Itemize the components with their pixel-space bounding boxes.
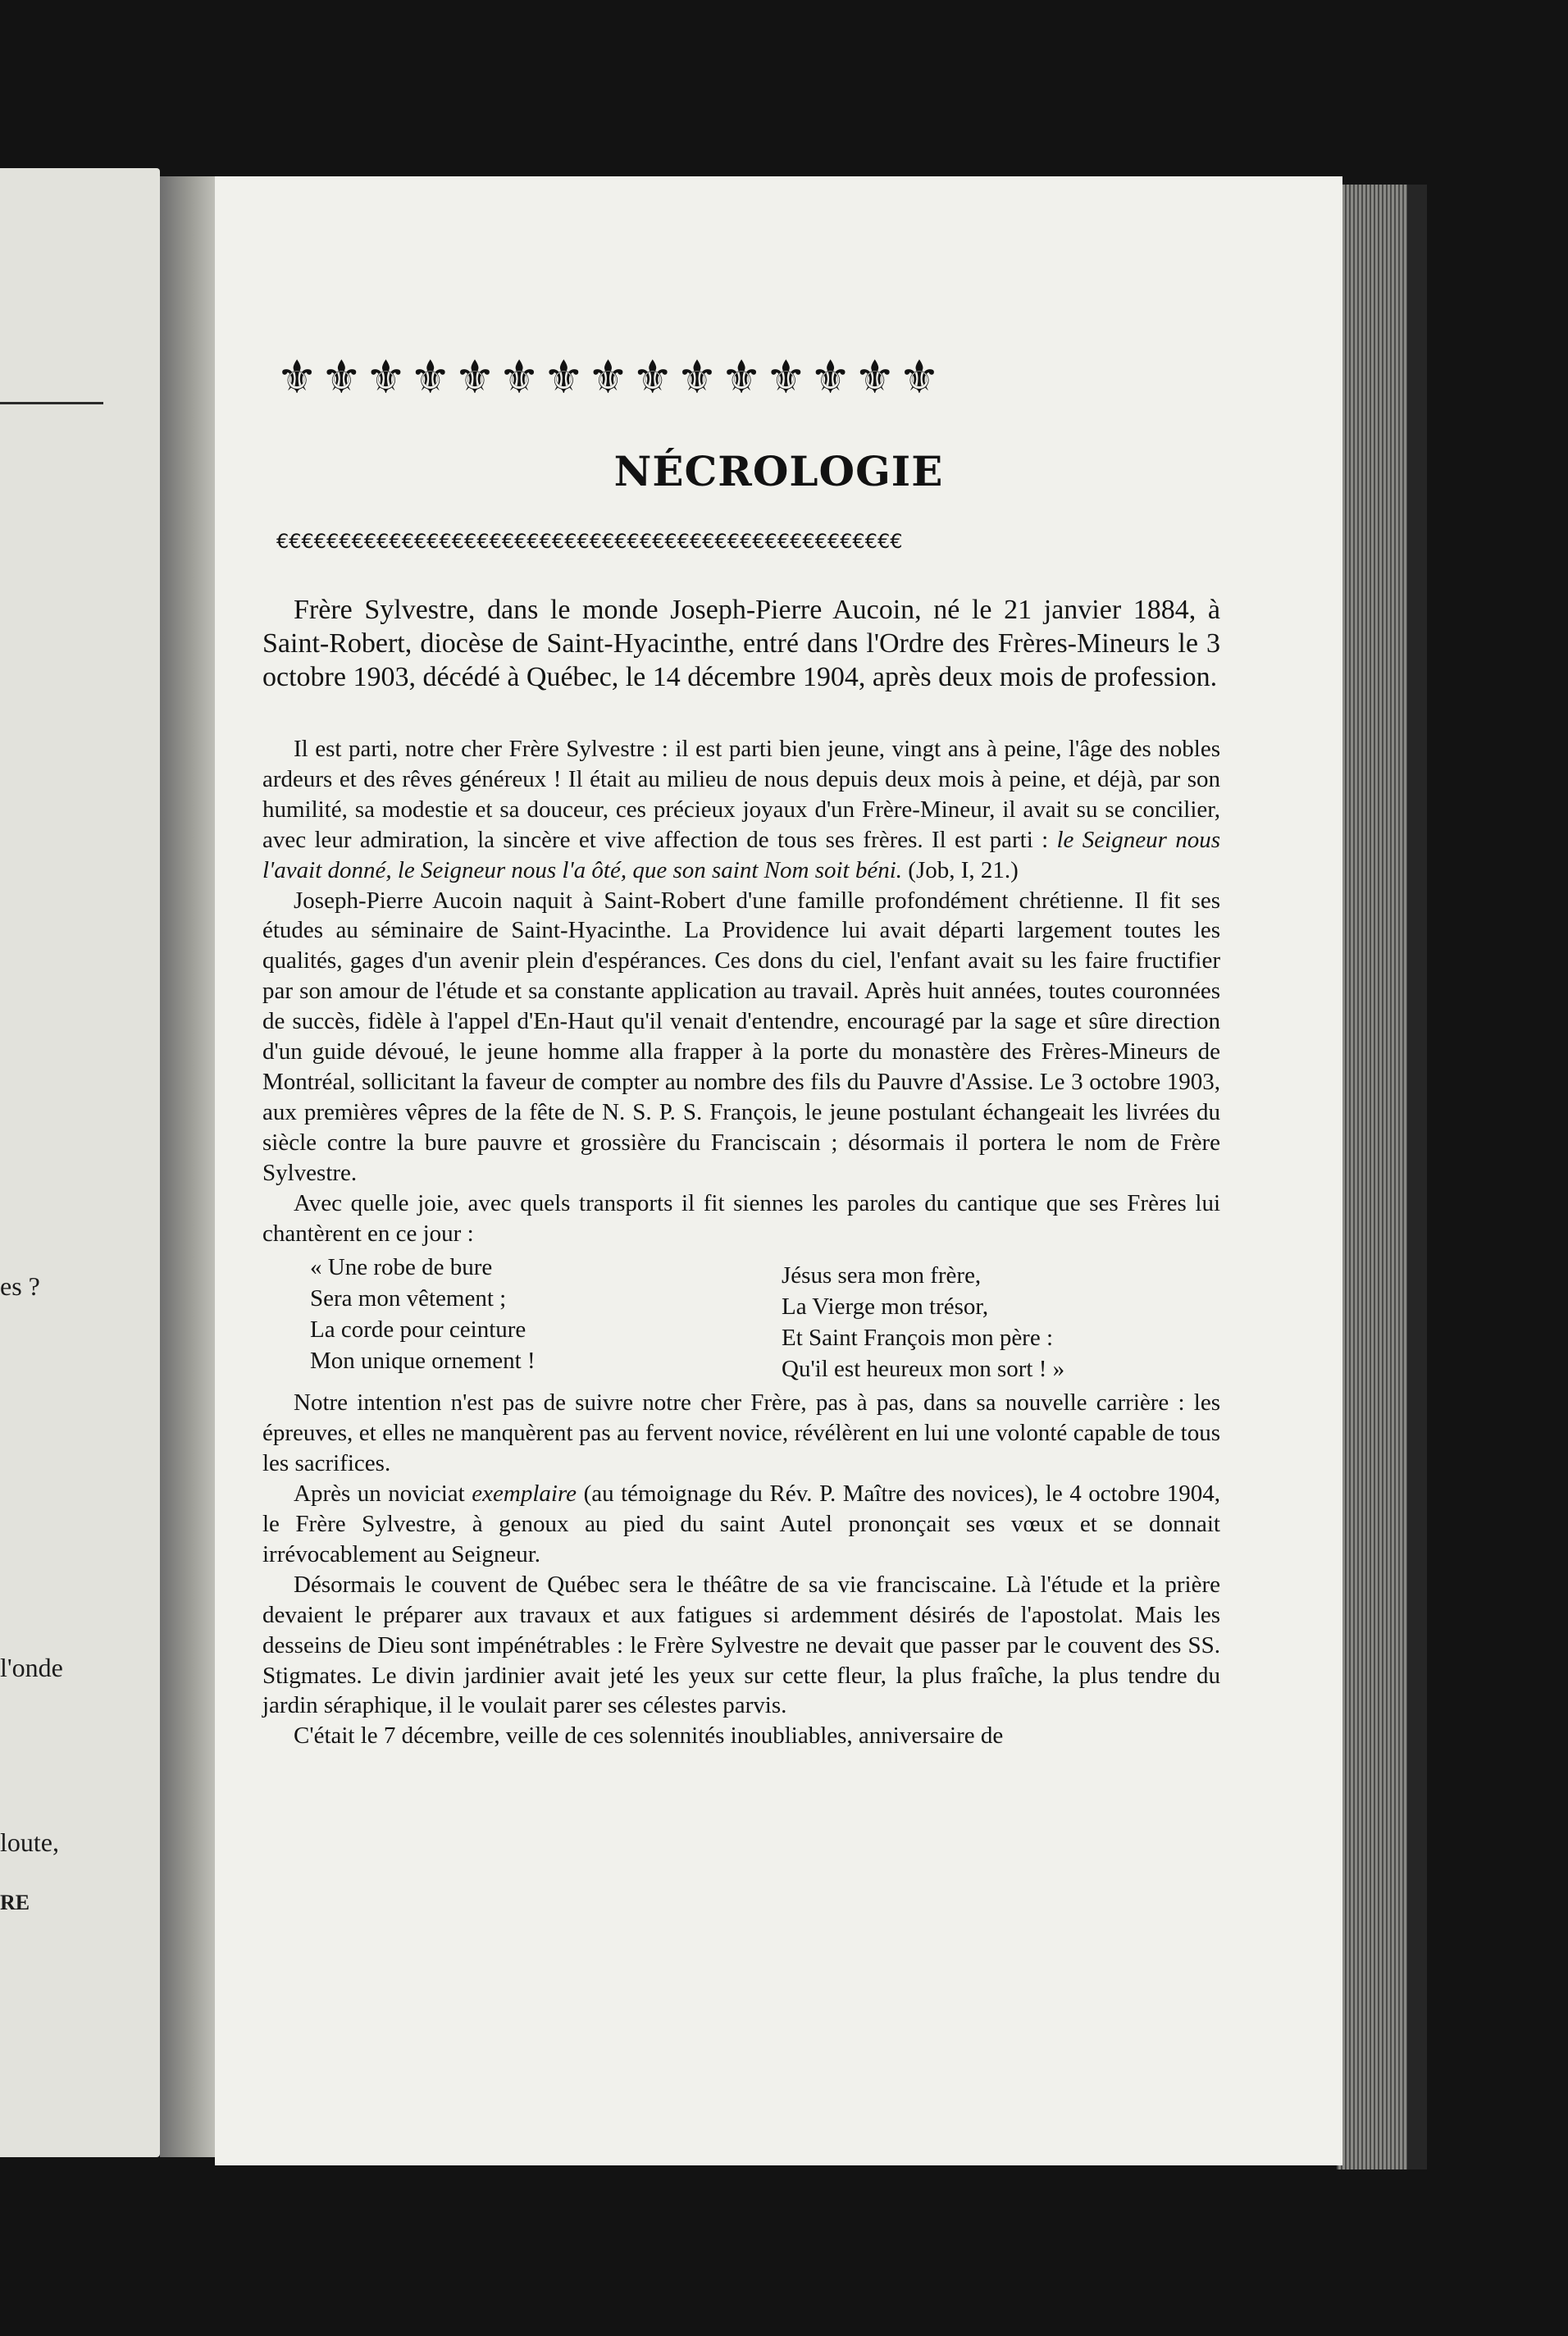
- verse-line: La Vierge mon trésor,: [782, 1293, 989, 1321]
- facing-page: [0, 168, 160, 2157]
- paragraph-depart: Il est parti, notre cher Frère Sylvestre : il est parti bien jeune, vingt ans à peine, l'âge des nobles ardeurs et des rêves généreux ! Il était au milieu de nous depuis deux mois à peine, et déjà, par son humilité, sa modestie et sa douceur, ces précieux joyaux d'un Frère-Mineur, il avait su se concilier, avec leur admiration, la sincère et vive affection de tous ses frères. Il est parti : le Seigneur nous l'avait donné, le Seigneur nous l'a ôté, que son saint Nom soit béni. (Job, I, 21.): [262, 736, 1220, 883]
- hymn-verse: [262, 1252, 1220, 1385]
- main-page: [215, 176, 1342, 2165]
- article-body: [262, 734, 1220, 1751]
- verse-line: Mon unique ornement !: [310, 1348, 536, 1375]
- verse-line: Jésus sera mon frère,: [782, 1262, 982, 1289]
- page-title: NÉCROLOGIE: [613, 447, 944, 495]
- verse-line: « Une robe de bure: [310, 1254, 493, 1281]
- scripture-quote: le Seigneur nous l'avait donné, le Seigneur nous l'a ôté, que son saint Nom soit béni.: [262, 826, 1220, 883]
- paragraph-novitiate: Après un noviciat exemplaire (au témoignage du Rév. P. Maître des novices), le 4 octobre 1904, le Frère Sylvestre, à genoux au pied du saint Autel prononçait ses vœux et se donnait irrévocablement au Seigneur.: [262, 1481, 1221, 1567]
- verse-line: Sera mon vêtement ;: [310, 1285, 507, 1312]
- facing-page-fragment: es ?: [0, 1271, 40, 1301]
- fleur-de-lis-ornament-band: ⚜⚜⚜⚜⚜⚜⚜⚜⚜⚜⚜⚜⚜⚜⚜: [276, 353, 944, 404]
- paragraph-trials: Notre intention n'est pas de suivre notre cher Frère, pas à pas, dans sa nouvelle carrière : les épreuves, et elles ne manquèrent pas au fervent novice, révélèrent en lui une volonté capable de tous les sacrifices.: [262, 1389, 1220, 1477]
- book-page-edges: [1337, 185, 1427, 2169]
- paragraph-hymn-intro: Avec quelle joie, avec quels transports il fit siennes les paroles du cantique que ses Frères lui chantèrent en ce jour :: [262, 1189, 1220, 1247]
- paragraph-biography: Joseph-Pierre Aucoin naquit à Saint-Robert d'une famille profondément chrétienne. Il fit ses études au séminaire de Saint-Hyacinthe. La Providence lui avait départi largement toutes les qualités, gages d'un avenir plein d'espérances. Ces dons du ciel, l'enfant avait su les faire fructifier par son amour de l'étude et sa constante application au travail. Après huit années, toutes couronnées de succès, fidèle à l'appel d'En-Haut qu'il venait d'entendre, encouragé par la sage et sûre direction d'un guide dévoué, le jeune homme alla frapper à la porte du monastère des Frères-Mineurs de Montréal, sollicitant la faveur de compter au nombre des fils du Pauvre d'Assise. Le 3 octobre 1903, aux premières vêpres de la fête de N. S. P. S. François, le jeune postulant échangeait les livrées du siècle contre la bure pauvre et grossière du Franciscain ; désormais il portera le nom de Frère Sylvestre.: [262, 887, 1220, 1186]
- facing-page-fragment: l'onde: [0, 1653, 63, 1682]
- facing-page-rule: [0, 402, 103, 404]
- scripture-reference: (Job, I, 21.): [908, 856, 1019, 883]
- verse-line: Qu'il est heureux mon sort ! »: [782, 1356, 1065, 1383]
- facing-page-fragment: RE: [0, 1891, 30, 1914]
- paragraph-quebec: Désormais le couvent de Québec sera le théâtre de sa vie franciscaine. Là l'étude et la prière devaient le préparer aux travaux et aux fatigues si ardemment désirés de l'apostolat. Mais les desseins de Dieu sont impénétrables : le Frère Sylvestre ne devait que passer par le couvent des SS. Stigmates. Le divin jardinier avait jeté les yeux sur cette fleur, la plus fraîche, la plus tendre du jardin séraphique, il le voulait parer ses célestes parvis.: [262, 1571, 1220, 1719]
- verse-line: La corde pour ceinture: [310, 1316, 526, 1344]
- verse-right-column: [749, 1252, 1220, 1385]
- decorative-rule: €€€€€€€€€€€€€€€€€€€€€€€€€€€€€€€€€€€€€€€€€€€€€€€€€€: [276, 531, 903, 552]
- paragraph-december: C'était le 7 décembre, veille de ces solennités inoubliables, anniversaire de: [294, 1722, 1004, 1750]
- lead-paragraph: Frère Sylvestre, dans le monde Joseph-Pierre Aucoin, né le 21 janvier 1884, à Saint-Robert, diocèse de Saint-Hyacinthe, entré dans l'Ordre des Frères-Mineurs le 3 octobre 1903, décédé à Québec, le 14 décembre 1904, après deux mois de profession.: [262, 595, 1220, 692]
- verse-line: Et Saint François mon père :: [782, 1325, 1054, 1352]
- facing-page-fragment: loute,: [0, 1827, 59, 1857]
- verse-left-column: [310, 1252, 749, 1385]
